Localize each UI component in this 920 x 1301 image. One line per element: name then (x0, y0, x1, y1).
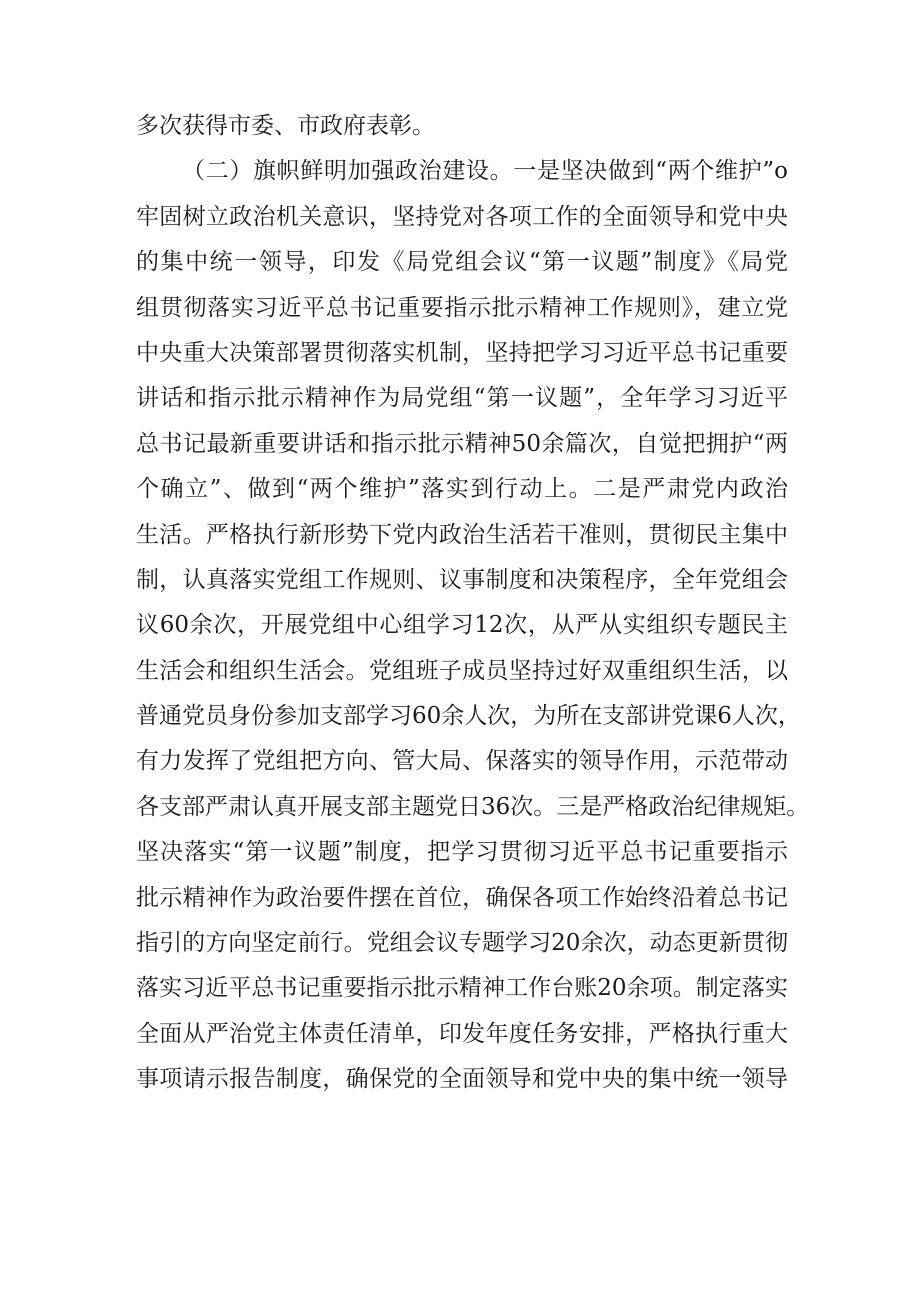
text-line: 批示精神作为政治要件摆在首位，确保各项工作始终沿着总书记 (136, 884, 788, 911)
text-line: 议60余次，开展党组中心组学习12次，从严从实组织专题民主 (136, 612, 788, 639)
text-line: 中央重大决策部署贯彻落实机制，坚持把学习习近平总书记重要 (136, 339, 788, 366)
body-text (136, 104, 810, 1103)
text-line: 牢固树立政治机关意识，坚持党对各项工作的全面领导和党中央 (136, 203, 788, 230)
text-line: 事项请示报告制度，确保党的全面领导和党中央的集中统一领导 (136, 1066, 788, 1093)
section-heading-line: （二）旗帜鲜明加强政治建设。一是坚决做到“两个维护”o (182, 158, 788, 185)
text-line: 生活会和组织生活会。党组班子成员坚持过好双重组织生活，以 (136, 657, 788, 684)
text-line: 多次获得市委、市政府表彰。 (136, 113, 435, 139)
text-line: 制，认真落实党组工作规则、议事制度和决策程序，全年党组会 (136, 566, 788, 593)
text-line: 各支部严肃认真开展支部主题党日36次。三是严格政治纪律规矩。 (136, 793, 810, 820)
text-line: 组贯彻落实习近平总书记重要指示批示精神工作规则》，建立党 (136, 294, 788, 321)
text-line: 坚决落实“第一议题”制度，把学习贯彻习近平总书记重要指示 (136, 839, 788, 866)
text-line: 全面从严治党主体责任清单，印发年度任务安排，严格执行重大 (136, 1020, 788, 1047)
text-line: 的集中统一领导，印发《局党组会议“第一议题”制度》《局党 (136, 249, 788, 276)
text-line: 普通党员身份参加支部学习60余人次，为所在支部讲党课6人次， (136, 703, 801, 730)
text-line: 指引的方向坚定前行。党组会议专题学习20余次，动态更新贯彻 (136, 930, 788, 957)
text-line: 生活。严格执行新形势下党内政治生活若干准则，贯彻民主集中 (136, 521, 788, 548)
text-line: 落实习近平总书记重要指示批示精神工作台账20余项。制定落实 (136, 975, 788, 1002)
text-line: 有力发挥了党组把方向、管大局、保落实的领导作用，示范带动 (136, 748, 788, 775)
text-line: 个确立”、做到“两个维护”落实到行动上。二是严肃党内政治 (136, 476, 788, 503)
text-line: 总书记最新重要讲话和指示批示精神50余篇次，自觉把拥护“两 (136, 430, 788, 457)
text-line: 讲话和指示批示精神作为局党组“第一议题”，全年学习习近平 (136, 385, 788, 412)
